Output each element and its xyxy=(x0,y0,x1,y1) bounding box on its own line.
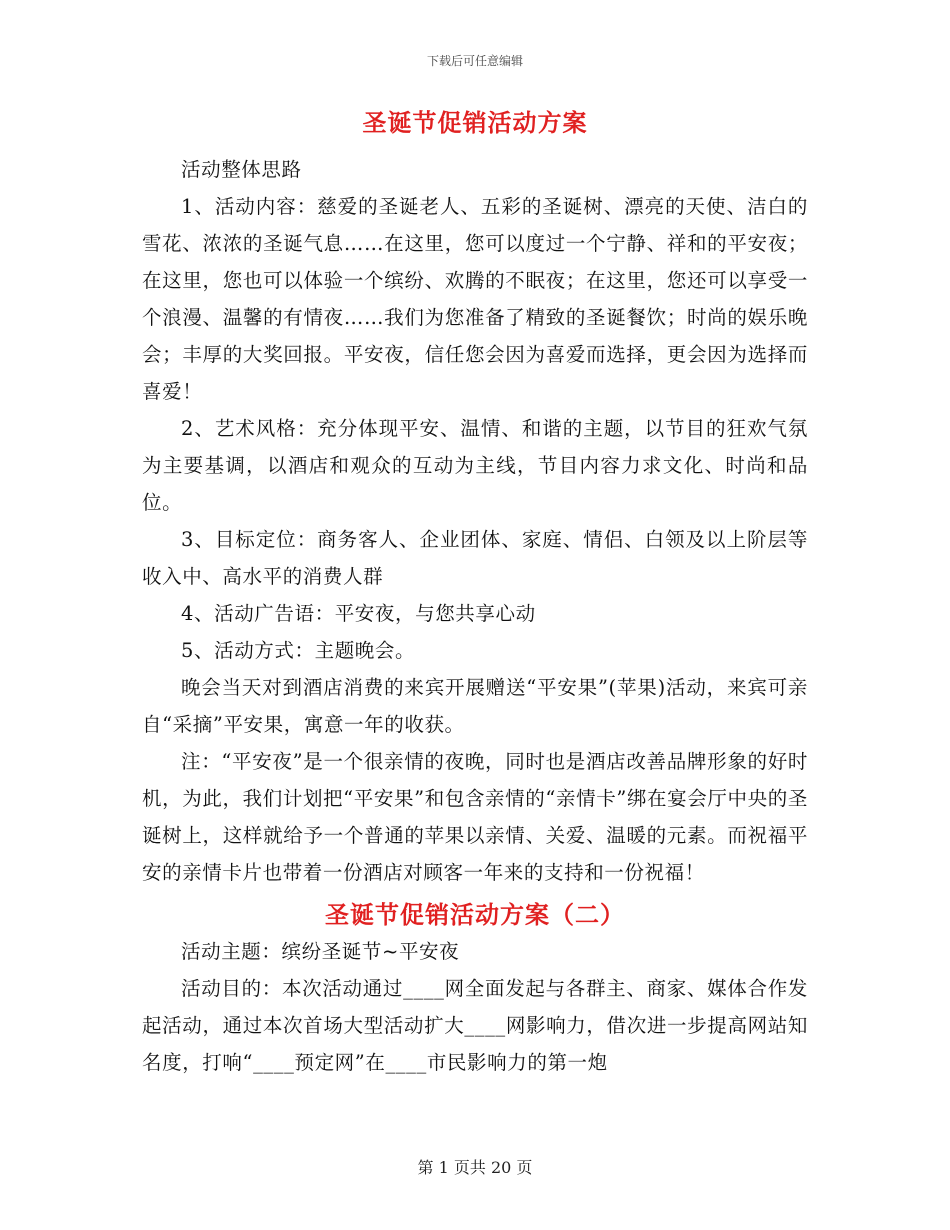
document-body xyxy=(142,105,808,1081)
page-number: 第 1 页共 20 页 xyxy=(417,1158,533,1177)
paragraph-overview-heading: 活动整体思路 xyxy=(181,158,302,181)
page-header: 下载后可任意编辑 xyxy=(426,54,523,68)
paragraph-gift-apple: 晚会当天对到酒店消费的来宾开展赠送“平安果”(苹果)活动，来宾可亲自“采摘”平安果，寓意一年的收获。 xyxy=(142,676,808,736)
paragraph-activity-content: 1、活动内容：慈爱的圣诞老人、五彩的圣诞树、漂亮的天使、洁白的雪花、浓浓的圣诞气息……在这里，您可以度过一个宁静、祥和的平安夜；在这里，您也可以体验一个缤纷、欢腾的不眠夜；在这里，您还可以享受一个浪漫、温馨的有情夜……我们为您准备了精致的圣诞餐饮；时尚的娱乐晚会；丰厚的大奖回报。平安夜，信任您会因为喜爱而选择，更会因为选择而喜爱！ xyxy=(142,195,808,403)
paragraph-target-audience: 3、目标定位：商务客人、企业团体、家庭、情侣、白领及以上阶层等收入中、高水平的消费人群 xyxy=(142,528,808,588)
paragraph-theme: 活动主题：缤纷圣诞节~平安夜 xyxy=(181,940,460,963)
paragraph-note: 注：“平安夜”是一个很亲情的夜晚，同时也是酒店改善品牌形象的好时机，为此，我们计划把“平安果”和包含亲情的“亲情卡”绑在宴会厅中央的圣诞树上，这样就给予一个普通的苹果以亲情、关爱、温暖的元素。而祝福平安的亲情卡片也带着一份酒店对顾客一年来的支持和一份祝福！ xyxy=(142,750,808,884)
section-title-2: 圣诞节促销活动方案（二） xyxy=(325,900,625,929)
paragraph-activity-format: 5、活动方式：主题晚会。 xyxy=(181,639,416,662)
paragraph-art-style: 2、艺术风格：充分体现平安、温情、和谐的主题，以节目的狂欢气氛为主要基调，以酒店和观众的互动为主线，节目内容力求文化、时尚和品位。 xyxy=(142,417,808,514)
paragraph-slogan: 4、活动广告语：平安夜，与您共享心动 xyxy=(181,602,536,625)
document-title: 圣诞节促销活动方案 xyxy=(362,108,588,137)
paragraph-purpose: 活动目的：本次活动通过____网全面发起与各群主、商家、媒体合作发起活动，通过本次首场大型活动扩大____网影响力，借次进一步提高网站知名度，打响“____预定网”在____市民影响力的第一炮 xyxy=(142,977,808,1074)
